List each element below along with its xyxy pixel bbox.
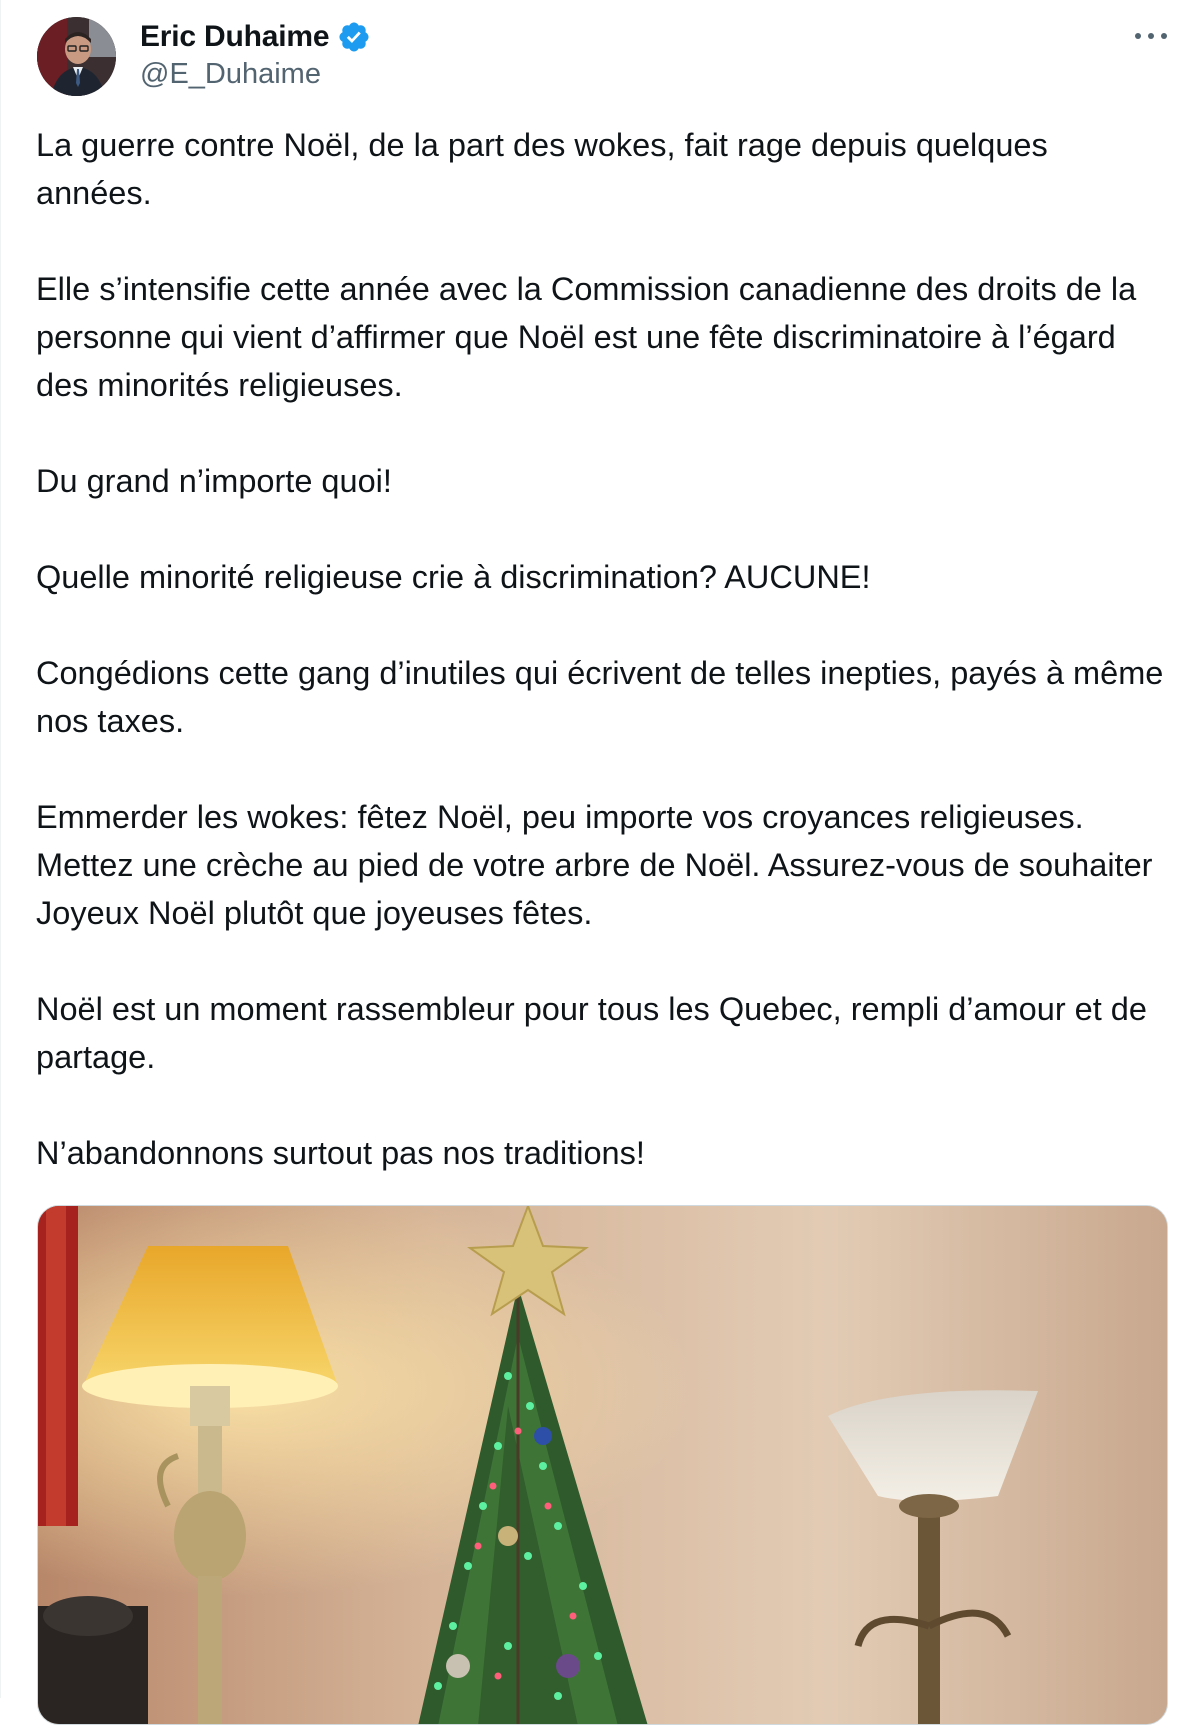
avatar-photo: [37, 17, 116, 96]
tweet-photo[interactable]: [37, 1205, 1168, 1725]
ellipsis-icon-dot: [1135, 33, 1141, 39]
verified-badge-icon: [337, 20, 371, 54]
christmas-scene-image: [38, 1206, 1168, 1725]
tweet-text: [36, 121, 1166, 1177]
author-avatar[interactable]: [37, 17, 116, 96]
tweet-paragraph: Congédions cette gang d’inutiles qui écrivent de telles inepties, payés à même nos taxes.: [36, 655, 1164, 739]
tweet-paragraph: Noël est un moment rassembleur pour tous les Quebec, rempli d’amour et de partage.: [36, 991, 1147, 1075]
author-display-name[interactable]: Eric Duhaime: [140, 20, 330, 53]
tweet-paragraph: Quelle minorité religieuse crie à discrimination? AUCUNE!: [36, 559, 871, 595]
tweet-paragraph: N’abandonnons surtout pas nos traditions!: [36, 1135, 645, 1171]
tweet-paragraph: Elle s’intensifie cette année avec la Commission canadienne des droits de la personne qui vient d’affirmer que Noël est une fête discriminatoire à l’égard des minorités religieuses.: [36, 271, 1137, 403]
ellipsis-icon-dot: [1161, 33, 1167, 39]
ellipsis-icon-dot: [1148, 33, 1154, 39]
author-handle[interactable]: @E_Duhaime: [140, 58, 321, 90]
tweet-paragraph: Emmerder les wokes: fêtez Noël, peu importe vos croyances religieuses. Mettez une crèche au pied de votre arbre de Noël. Assurez-vous de souhaiter Joyeux Noël plutôt que joyeuses fêtes.: [36, 799, 1153, 931]
tweet-paragraph: Du grand n’importe quoi!: [36, 463, 392, 499]
tweet-paragraph: La guerre contre Noël, de la part des wokes, fait rage depuis quelques années.: [36, 127, 1048, 211]
author-name-row[interactable]: [140, 18, 371, 56]
more-options-button[interactable]: [1131, 26, 1171, 46]
